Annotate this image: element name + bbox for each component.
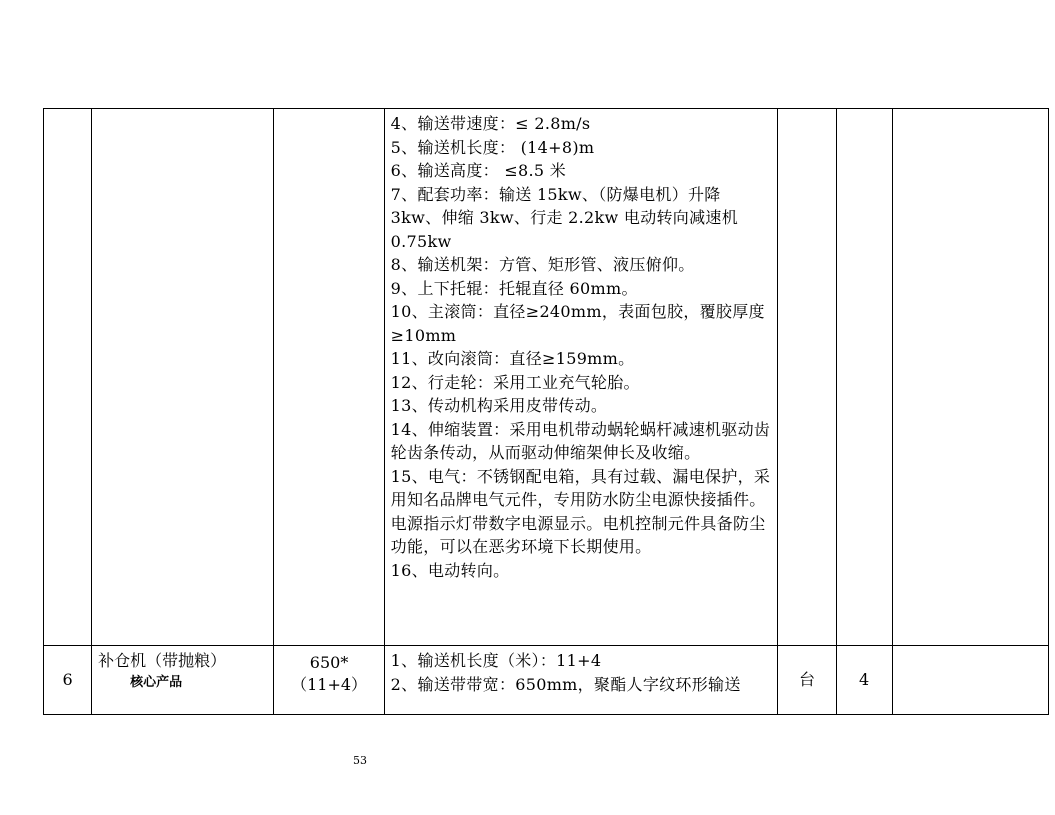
table-row xyxy=(44,646,1049,715)
spec-line: 9、上下托辊：托辊直径 60mm。 xyxy=(390,278,638,298)
model-cell xyxy=(274,109,384,646)
model-cell xyxy=(274,646,384,715)
quantity-cell: 4 xyxy=(836,646,892,715)
spec-line: 7、配套功率：输送 15kw、（防爆电机）升降 3kw、伸缩 3kw、行走 2.2kw 电动转向减速机 0.75kw xyxy=(390,184,739,251)
equipment-spec-table xyxy=(43,108,1049,715)
page-number: 53 xyxy=(353,754,367,767)
spec-line: 11、改向滚筒：直径≥159mm。 xyxy=(390,349,635,368)
unit-cell: 台 xyxy=(778,646,836,715)
spec-line: 6、输送高度： ≤8.5 米 xyxy=(390,161,567,180)
product-name: 补仓机（带抛粮） xyxy=(98,651,227,670)
index-cell: 6 xyxy=(44,646,92,715)
model-line: 650* xyxy=(309,653,349,672)
spec-line: 15、电气：不锈钢配电箱，具有过载、漏电保护，采用知名品牌电气元件，专用防水防尘电源快接插件。电源指示灯带数字电源显示。电机控制元件具备防尘功能，可以在恶劣环境下长期使用。 xyxy=(390,466,771,556)
spec-line: 13、传动机构采用皮带传动。 xyxy=(390,396,608,415)
remarks-cell xyxy=(892,646,1048,715)
spec-line: 5、输送机长度： (14+8)m xyxy=(390,137,595,157)
spec-line: 4、输送带速度：≤ 2.8m/s xyxy=(390,114,591,133)
core-product-tag: 核心产品 xyxy=(130,675,183,690)
name-cell xyxy=(92,109,274,646)
spec-line: 12、行走轮：采用工业充气轮胎。 xyxy=(390,372,640,392)
table-row xyxy=(44,109,1049,646)
spec-line: 10、主滚筒：直径≥240mm，表面包胶，覆胶厚度≥10mm xyxy=(390,302,765,345)
spec-line: 1、输送机长度（米）：11+4 xyxy=(390,651,602,670)
name-cell xyxy=(92,646,274,715)
index-cell xyxy=(44,109,92,646)
spec-line: 2、输送带带宽：650mm，聚酯人字纹环形输送 xyxy=(390,674,741,694)
spec-line: 16、电动转向。 xyxy=(390,560,510,580)
spec-line: 8、输送机架：方管、矩形管、液压俯仰。 xyxy=(390,255,695,274)
spec-line: 14、伸缩装置：采用电机带动蜗轮蜗杆减速机驱动齿轮齿条传动，从而驱动伸缩架伸长及收缩。 xyxy=(390,419,771,462)
spec-cell xyxy=(384,109,778,646)
model-line: （11+4） xyxy=(291,675,368,694)
remarks-cell xyxy=(892,109,1048,646)
unit-cell xyxy=(778,109,836,646)
quantity-cell xyxy=(836,109,892,646)
spec-cell xyxy=(384,646,778,715)
